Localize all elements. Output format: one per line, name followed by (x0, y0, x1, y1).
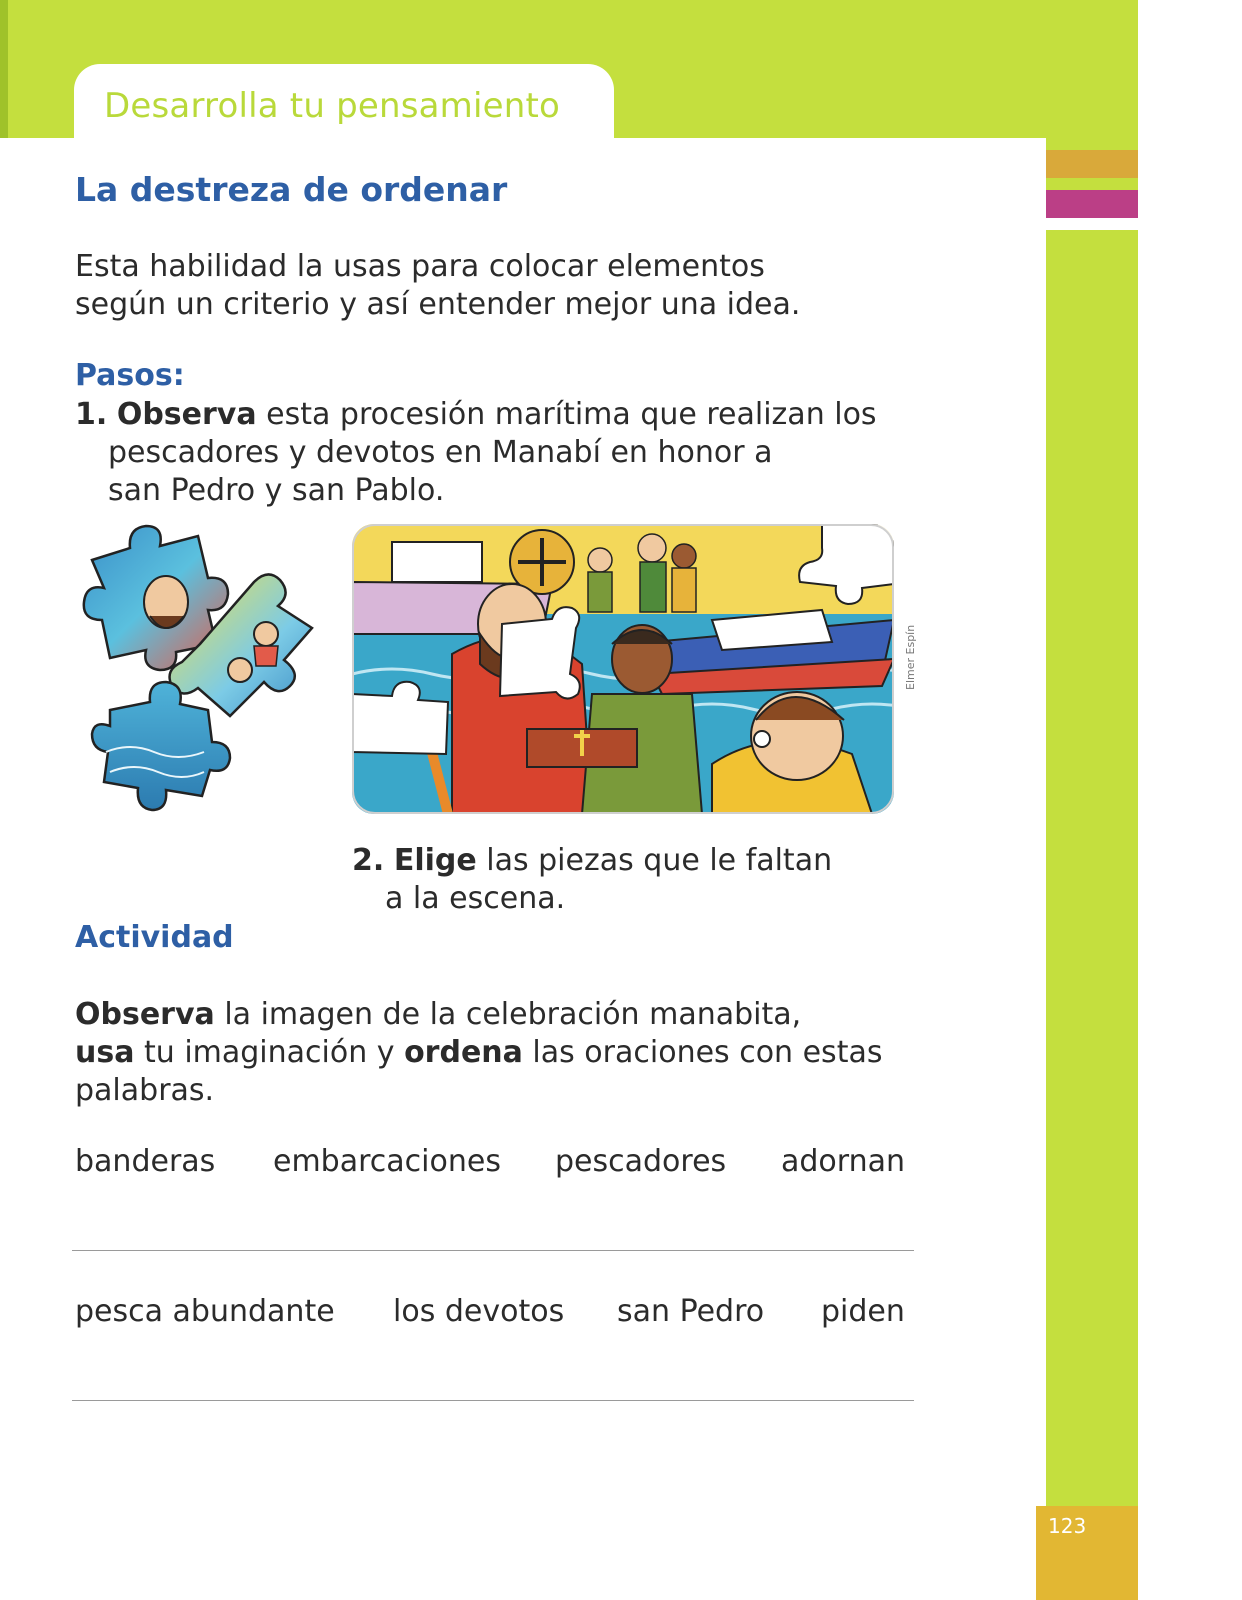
step-2-verb: Elige (393, 843, 477, 878)
header-left-accent (0, 0, 8, 138)
tab-title: Desarrolla tu pensamiento (104, 86, 561, 126)
steps-heading: Pasos: (75, 358, 185, 393)
answer-line-2[interactable] (72, 1400, 914, 1401)
puzzle-piece-water (92, 682, 230, 810)
procession-illustration (352, 524, 894, 814)
instruction-text-1: la imagen de la celebración manabita, (214, 997, 802, 1032)
step-2 (352, 842, 872, 918)
loose-puzzle-pieces (80, 520, 340, 820)
word-item: banderas (75, 1144, 216, 1179)
step-1-line-1: esta procesión marítima que realizan los (256, 397, 877, 432)
answer-line-1[interactable] (72, 1250, 914, 1251)
step-2-number: 2. (352, 843, 385, 878)
instruction-verb-usa: usa (75, 1035, 135, 1070)
side-strip-magenta-bar (1046, 190, 1138, 218)
step-1 (75, 396, 915, 510)
instruction-text-3: las oraciones con estas (522, 1035, 883, 1070)
instruction-verb-observa: Observa (75, 997, 215, 1032)
section-title: La destreza de ordenar (75, 170, 508, 209)
instruction-verb-ordena: ordena (404, 1035, 523, 1070)
step-1-line-3: san Pedro y san Pablo. (108, 473, 445, 508)
side-strip (1046, 138, 1138, 1600)
word-item: pescadores (555, 1144, 727, 1179)
word-item: los devotos (393, 1294, 565, 1329)
intro-line-2: según un criterio y así entender mejor una idea. (75, 287, 801, 322)
instruction-text-2: tu imaginación y (134, 1035, 405, 1070)
page-number: 123 (1048, 1514, 1087, 1538)
word-item: adornan (781, 1144, 905, 1179)
step-1-number: 1. (75, 397, 108, 432)
step-1-verb: Observa (116, 397, 257, 432)
intro-line-1: Esta habilidad la usas para colocar elementos (75, 249, 765, 284)
intro-paragraph (75, 248, 875, 324)
word-item: san Pedro (617, 1294, 765, 1329)
side-strip-gap (1046, 218, 1138, 230)
instruction-text-4: palabras. (75, 1073, 215, 1108)
activity-instruction (75, 996, 935, 1110)
word-item: pesca abundante (75, 1294, 335, 1329)
activity-heading: Actividad (75, 920, 234, 955)
word-item: embarcaciones (273, 1144, 501, 1179)
step-1-line-2: pescadores y devotos en Manabí en honor a (108, 435, 773, 470)
step-2-line-1: las piezas que le faltan (476, 843, 833, 878)
step-2-line-2: a la escena. (385, 881, 566, 916)
illustration-credit: Elmer Espín (904, 624, 917, 690)
side-strip-orange-bar (1046, 150, 1138, 178)
word-item: piden (821, 1294, 905, 1329)
